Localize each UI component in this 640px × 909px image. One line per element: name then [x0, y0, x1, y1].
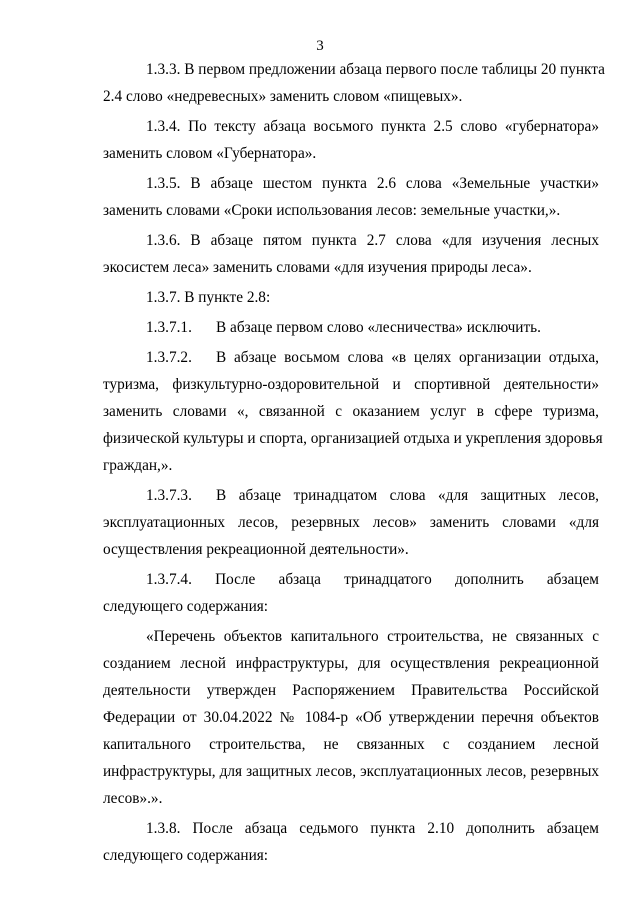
item-text: В абзаце первом слово «лесничества» исключить.	[216, 319, 541, 336]
item-text: В абзаце восьмом слова «в целях организации отдыха,	[216, 349, 599, 366]
para-1-3-7: 1.3.7. В пункте 2.8:	[146, 289, 271, 306]
para-1-3-4-line-1: 1.3.4. По тексту абзаца восьмого пункта 2.5 слово «губернатора»	[146, 118, 599, 135]
page-number: 3	[316, 38, 324, 54]
para-1-3-7-3-line-3: осуществления рекреационной деятельности».	[103, 541, 409, 558]
para-1-3-5-line-1: 1.3.5. В абзаце шестом пункта 2.6 слова «Земельные участки»	[146, 175, 599, 192]
para-1-3-7-2-line-1	[103, 344, 599, 371]
para-1-3-8-line-1: 1.3.8. После абзаца седьмого пункта 2.10 дополнить абзацем	[146, 820, 599, 837]
word: тринадцатого	[344, 571, 432, 588]
para-1-3-4-line-2: заменить словом «Губернатора».	[103, 145, 317, 162]
para-1-3-7-3-line-1	[103, 482, 599, 509]
quote-line-2: созданием лесной инфраструктуры, для осуществления рекреационной	[103, 655, 599, 672]
quote-line-5: капитального строительства, не связанных с созданием лесной	[103, 736, 599, 753]
para-1-3-7-2-line-3: заменить словами «, связанной с оказанием услуг в сфере туризма,	[103, 403, 599, 420]
para-1-3-6-line-1: 1.3.6. В абзаце пятом пункта 2.7 слова «для изучения лесных	[146, 232, 599, 249]
item-number: 1.3.7.4.	[146, 571, 192, 588]
para-1-3-7-1	[103, 314, 599, 341]
para-1-3-3-line-1: 1.3.3. В первом предложении абзаца первого после таблицы 20 пункта	[146, 61, 605, 78]
para-1-3-7-3-line-2: эксплуатационных лесов, резервных лесов» заменить словами «для	[103, 514, 599, 531]
word: дополнить	[454, 571, 524, 588]
para-1-3-7-4-line-1	[103, 566, 599, 593]
document-body	[103, 56, 605, 869]
item-number: 1.3.7.2.	[146, 349, 192, 366]
quote-line-1: «Перечень объектов капитального строительства, не связанных с	[146, 628, 599, 645]
para-1-3-7-2-line-5: граждан,».	[103, 457, 173, 474]
quote-line-4: Федерации от 30.04.2022 № 1084-р «Об утверждении перечня объектов	[103, 709, 599, 726]
para-1-3-7-2-line-4: физической культуры и спорта, организацией отдыха и укрепления здоровья	[103, 430, 603, 447]
quote-line-6: инфраструктуры, для защитных лесов, эксплуатационных лесов, резервных	[103, 763, 599, 780]
para-1-3-3-line-2: 2.4 слово «недревесных» заменить словом «пищевых».	[103, 88, 463, 105]
para-1-3-8-line-2: следующего содержания:	[103, 847, 269, 864]
word: После	[215, 571, 256, 588]
para-1-3-7-4-line-2: следующего содержания:	[103, 598, 269, 615]
quote-line-7: лесов».».	[103, 790, 163, 807]
item-number: 1.3.7.1.	[146, 319, 192, 336]
item-number: 1.3.7.3.	[146, 487, 192, 504]
para-1-3-6-line-2: экосистем леса» заменить словами «для изучения природы леса».	[103, 259, 532, 276]
para-1-3-5-line-2: заменить словами «Сроки использования лесов: земельные участки,».	[103, 202, 561, 219]
para-1-3-7-2-line-2: туризма, физкультурно-оздоровительной и спортивной деятельности»	[103, 376, 599, 393]
word: абзаца	[278, 571, 321, 588]
quote-line-3: деятельности утвержден Распоряжением Правительства Российской	[103, 682, 599, 699]
item-text: В абзаце тринадцатом слова «для защитных лесов,	[216, 487, 599, 504]
word: абзацем	[546, 571, 599, 588]
